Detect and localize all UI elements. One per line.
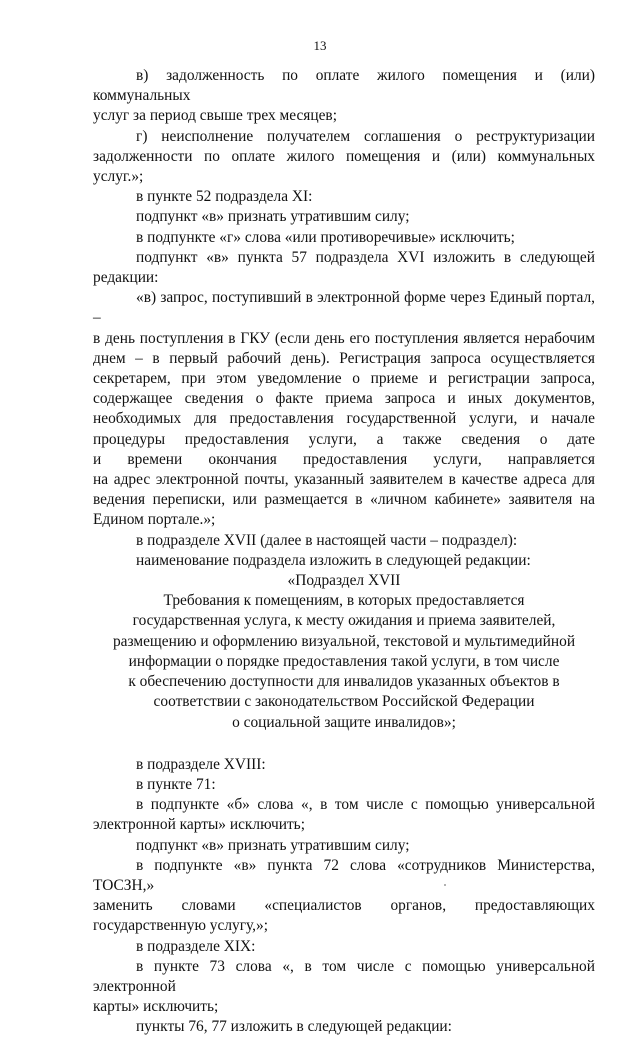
paragraph-line: размещению и оформлению визуальной, текстовой и мультимедийной — [112, 632, 576, 650]
paragraph-line: подпункт «в» признать утратившим силу; — [136, 836, 410, 854]
paragraph-line: к обеспечению доступности для инвалидов указанных объектов в — [128, 673, 560, 691]
paragraph-line: подпункт «в» пункта 57 подраздела XVI изложить в следующей — [136, 248, 595, 266]
paragraph-line: в) задолженность по оплате жилого помещения и (или) коммунальных — [93, 67, 595, 105]
paragraph-line: электронной карты» исключить; — [93, 816, 305, 834]
paragraph-line: Едином портале.»; — [93, 511, 216, 529]
paragraph-line: в пункте 52 подраздела XI: — [136, 188, 313, 206]
paragraph-line: карты» исключить; — [93, 998, 219, 1016]
paragraph-line: государственная услуга, к месту ожидания и приема заявителей, — [132, 612, 556, 630]
paragraph-line: пункты 76, 77 изложить в следующей редакции: — [136, 1018, 452, 1036]
paragraph-line: в пункте 73 слова «, в том числе с помощью универсальной электронной — [93, 957, 595, 995]
paragraph-line: г) неисполнение получателем соглашения о реструктуризации — [136, 127, 595, 145]
paragraph-line: в день поступления в ГКУ (если день его поступления является нерабочим — [93, 329, 595, 347]
paragraph-line: Требования к помещениям, в которых предоставляется — [163, 592, 525, 610]
paragraph-line: о социальной защите инвалидов»; — [232, 713, 456, 731]
paragraph-line: в пункте 71: — [136, 775, 216, 793]
page-number: 13 — [313, 38, 327, 53]
paragraph-line: и времени окончания предоставления услуги, направляется — [93, 450, 595, 468]
paragraph-line: заменить словами «специалистов органов, предоставляющих — [93, 897, 595, 915]
paragraph-line: содержащее сведения о факте приема запроса и иных документов, — [93, 390, 595, 408]
paragraph-line: процедуры предоставления услуги, а также сведения о дате — [93, 430, 595, 448]
paragraph-line: днем – в первый рабочий день). Регистрация запроса осуществляется — [93, 349, 595, 367]
paragraph-line: в подразделе XIX: — [136, 937, 256, 955]
paragraph-line: информации о порядке предоставления такой услуги, в том числе — [128, 652, 560, 670]
document-body — [93, 66, 595, 1038]
paragraph-line: «в) запрос, поступивший в электронной форме через Единый портал, – — [93, 289, 595, 327]
paragraph-line: ведения переписки, или размещается в «личном кабинете» заявителя на — [93, 491, 595, 509]
paragraph-line: на адрес электронной почты, указанный заявителем в качестве адреса для — [93, 471, 595, 489]
paragraph-line: в подпункте «б» слова «, в том числе с помощью универсальной — [136, 796, 595, 814]
paragraph-line: в подразделе XVII (далее в настоящей части – подраздел): — [136, 531, 518, 549]
paragraph-line: государственную услугу,»; — [93, 917, 268, 935]
paragraph-line: «Подраздел XVII — [287, 572, 401, 590]
paragraph-line: в подпункте «г» слова «или противоречивые» исключить; — [136, 228, 515, 246]
paragraph-line: в подпункте «в» пункта 72 слова «сотрудников Министерства, ТОСЗН,» — [93, 856, 595, 894]
paragraph-line: необходимых для предоставления государственной услуги, и начале — [93, 410, 595, 428]
paragraph-line: задолженности по оплате жилого помещения и (или) коммунальных услуг.»; — [93, 147, 595, 186]
paragraph-line: услуг за период свыше трех месяцев; — [93, 107, 337, 125]
paragraph-line: наименование подраздела изложить в следующей редакции: — [136, 551, 531, 569]
paragraph-line: подпункт «в» признать утратившим силу; — [136, 208, 410, 226]
paragraph-gap — [93, 733, 595, 755]
paragraph-line: в подразделе XVIII: — [136, 755, 266, 773]
paragraph-line: секретарем, при этом уведомление о приеме и регистрации запроса, — [93, 370, 595, 388]
paragraph-line: соответствии с законодательством Российской Федерации — [153, 693, 535, 711]
scan-speck — [444, 884, 446, 886]
paragraph-line: редакции: — [93, 269, 159, 287]
